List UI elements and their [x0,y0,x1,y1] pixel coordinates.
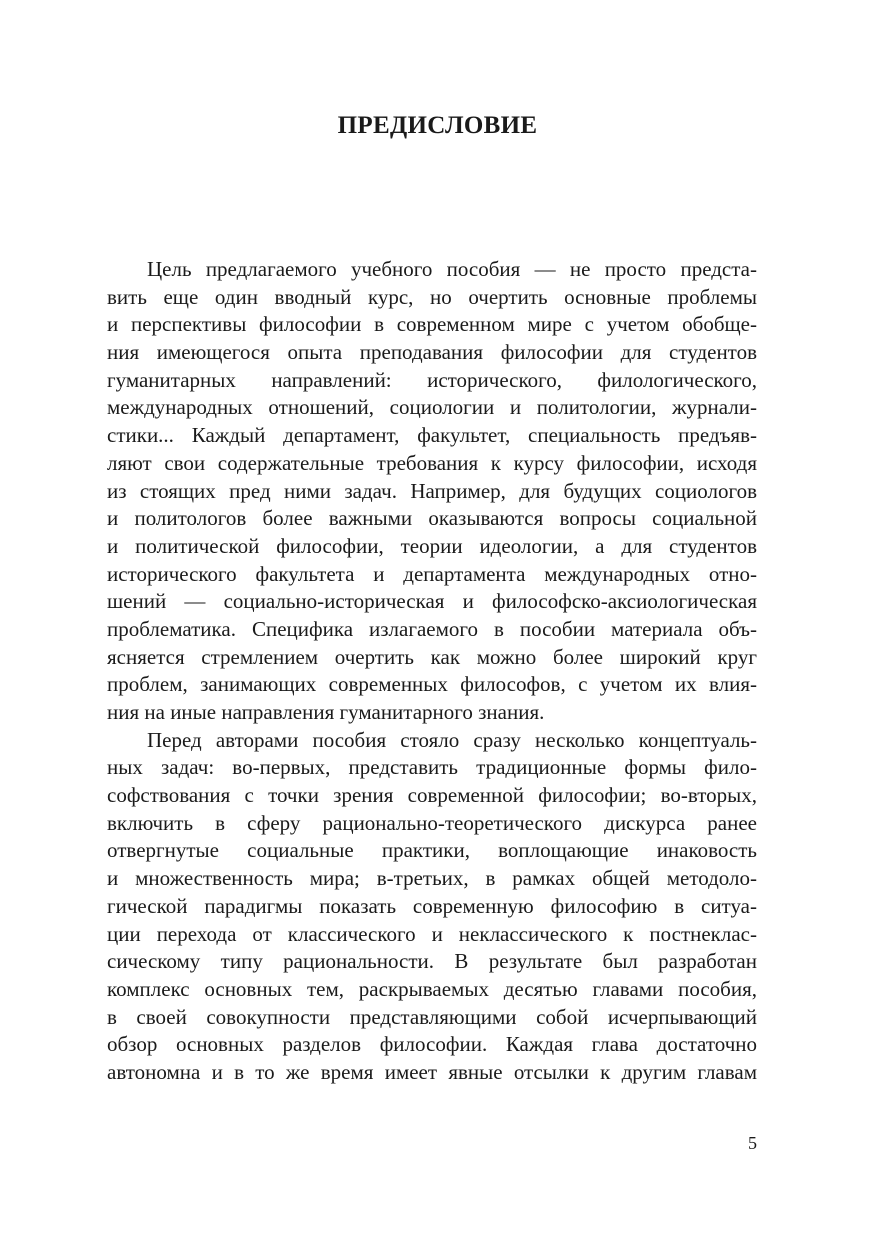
paragraph-2 [107,727,757,1087]
text-line: и политологов более важными оказываются вопросы социальной [107,506,757,531]
text-line: вить еще один вводный курс, но очертить основные проблемы [107,284,757,309]
text-line: шений — социально-историческая и философско-аксиологическая [107,589,757,614]
text-line: обзор основных разделов философии. Каждая глава достаточно [107,1032,757,1057]
text-line: в своей совокупности представляющими собой исчерпывающий [107,1004,757,1029]
text-line: международных отношений, социологии и политологии, журнали- [107,395,757,420]
text-line: отвергнутые социальные практики, воплощающие инаковость [107,838,757,863]
text-line: проблематика. Специфика излагаемого в пособии материала объ- [107,616,757,641]
text-line: стики... Каждый департамент, факультет, специальность предъяв- [107,423,757,448]
paragraph-1 [107,256,757,727]
body-text [107,256,757,1087]
text-line: ных задач: во-первых, представить традиционные формы фило- [107,755,757,780]
text-line: проблем, занимающих современных философов, с учетом их влия- [107,672,757,697]
text-line: ния на иные направления гуманитарного знания. [107,700,545,724]
text-line: Перед авторами пособия стояло сразу несколько концептуаль- [147,727,757,752]
text-line: сическому типу рациональности. В результате был разработан [107,949,757,974]
page-number: 5 [748,1133,757,1153]
text-line: ляют свои содержательные требования к курсу философии, исходя [107,450,757,475]
text-line: комплекс основных тем, раскрываемых десятью главами пособия, [107,976,757,1001]
text-line: гуманитарных направлений: исторического, филологического, [107,367,757,392]
text-line: и множественность мира; в-третьих, в рамках общей методоло- [107,866,757,891]
text-line: ния имеющегося опыта преподавания философии для студентов [107,340,757,365]
text-line: ясняется стремлением очертить как можно более широкий круг [107,644,757,669]
text-line: и перспективы философии в современном мире с учетом обобще- [107,312,757,337]
page-title: ПРЕДИСЛОВИЕ [337,112,538,139]
text-line: ции перехода от классического и неклассического к постнеклас- [107,921,757,946]
text-line: гической парадигмы показать современную философию в ситуа- [107,893,757,918]
text-line: включить в сферу рационально-теоретического дискурса ранее [107,810,757,835]
text-line: софствования с точки зрения современной философии; во-вторых, [107,783,757,808]
text-line: Цель предлагаемого учебного пособия — не просто предста- [147,257,757,281]
text-line: и политической философии, теории идеологии, а для студентов [107,533,757,558]
text-line: автономна и в то же время имеет явные отсылки к другим главам [107,1059,757,1084]
text-line: исторического факультета и департамента международных отно- [107,561,757,586]
text-line: из стоящих пред ними задач. Например, для будущих социологов [107,478,757,503]
